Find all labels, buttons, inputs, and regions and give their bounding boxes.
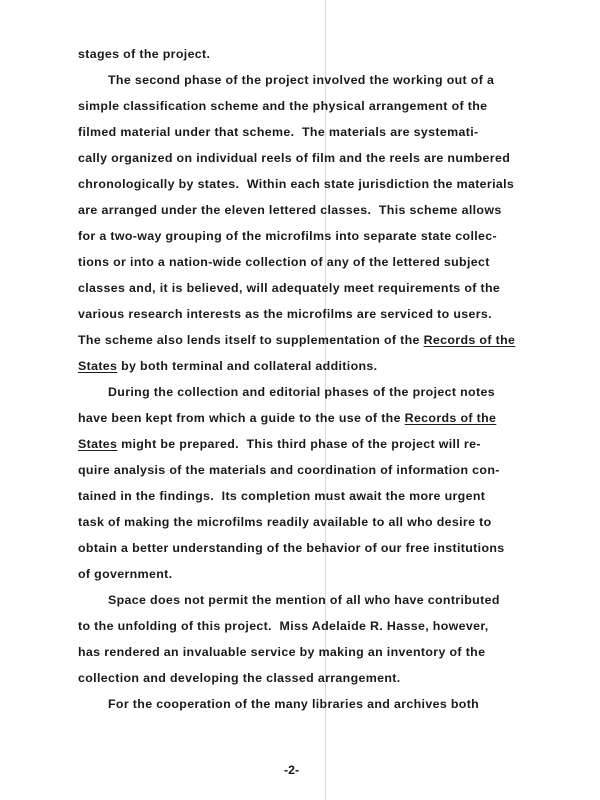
text-segment: for a two-way grouping of the microfilms into separate state collec- <box>78 229 497 243</box>
underlined-title: Records of the <box>423 333 516 347</box>
text-line <box>108 384 495 400</box>
text-segment: by both terminal and collateral additions. <box>117 359 378 373</box>
text-line <box>78 540 505 556</box>
text-line <box>108 696 479 712</box>
text-segment: For the cooperation of the many libraries and archives both <box>108 697 480 711</box>
page-number: -2- <box>284 763 300 777</box>
underlined-title: States <box>78 437 118 451</box>
text-segment: has rendered an invaluable service by making an inventory of the <box>78 645 486 659</box>
text-segment: Space does not permit the mention of all who have contributed <box>108 593 500 607</box>
text-line <box>108 592 500 608</box>
text-line <box>78 514 492 530</box>
text-line <box>78 670 401 686</box>
text-line <box>78 46 210 62</box>
text-segment: cally organized on individual reels of film and the reels are numbered <box>78 151 511 165</box>
text-segment: task of making the microfilms readily available to all who desire to <box>78 515 492 529</box>
text-line <box>78 98 487 114</box>
text-line <box>78 358 377 374</box>
text-segment: to the unfolding of this project. Miss Adelaide R. Hasse, however, <box>78 619 489 633</box>
text-segment: filmed material under that scheme. The materials are systemati- <box>78 125 479 139</box>
text-line <box>78 228 497 244</box>
underlined-title: Records of the <box>404 411 497 425</box>
text-line <box>78 124 478 140</box>
text-segment: might be prepared. This third phase of the project will re- <box>117 437 481 451</box>
text-line <box>78 332 515 348</box>
text-segment: The scheme also lends itself to supplementation of the <box>78 333 424 347</box>
text-line <box>78 488 485 504</box>
text-line <box>78 176 514 192</box>
text-segment: The second phase of the project involved the working out of a <box>108 73 495 87</box>
text-line <box>78 150 510 166</box>
text-segment: quire analysis of the materials and coordination of information con- <box>78 463 500 477</box>
text-segment: stages of the project. <box>78 47 211 61</box>
text-line <box>78 436 481 452</box>
text-line <box>78 644 485 660</box>
text-line <box>78 618 489 634</box>
text-segment: various research interests as the microfilms are serviced to users. <box>78 307 492 321</box>
text-segment: classes and, it is believed, will adequately meet requirements of the <box>78 281 501 295</box>
text-segment: During the collection and editorial phases of the project notes <box>108 385 495 399</box>
text-segment: collection and developing the classed arrangement. <box>78 671 401 685</box>
text-segment: are arranged under the eleven lettered classes. This scheme allows <box>78 203 502 217</box>
text-segment: obtain a better understanding of the behavior of our free institutions <box>78 541 505 555</box>
text-segment: have been kept from which a guide to the use of the <box>78 411 405 425</box>
text-line <box>78 280 500 296</box>
text-line <box>78 462 500 478</box>
underlined-title: States <box>78 359 118 373</box>
text-segment: tained in the findings. Its completion must await the more urgent <box>78 489 486 503</box>
text-segment: tions or into a nation-wide collection of any of the lettered subject <box>78 255 490 269</box>
text-segment: of government. <box>78 567 173 581</box>
text-line <box>78 254 490 270</box>
text-segment: simple classification scheme and the physical arrangement of the <box>78 99 488 113</box>
text-line <box>78 410 496 426</box>
text-segment: chronologically by states. Within each state jurisdiction the materials <box>78 177 515 191</box>
text-line <box>78 306 492 322</box>
text-line <box>78 202 502 218</box>
text-line <box>78 566 172 582</box>
text-line <box>108 72 494 88</box>
